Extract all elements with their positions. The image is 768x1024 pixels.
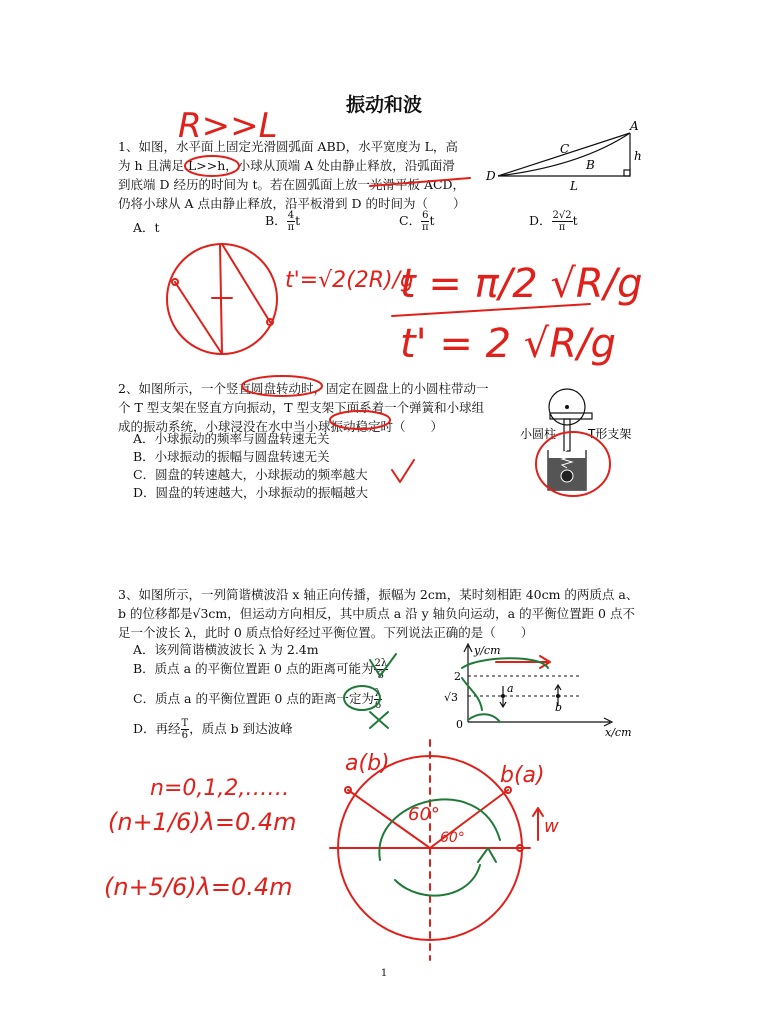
fig-label-small-cylinder: 小圆柱 bbox=[520, 427, 557, 441]
numerator: λ bbox=[374, 688, 382, 699]
label-b: b bbox=[555, 701, 563, 714]
opt-prefix: C．质点 a 的平衡位置距 0 点的距离一定为 bbox=[133, 691, 374, 706]
tick-2: 2 bbox=[454, 670, 461, 683]
numerator: 2√2 bbox=[552, 210, 572, 221]
hand-eq-2: (n+5/6)λ=0.4m bbox=[104, 873, 293, 901]
q3-stem-line: 足一个波长 λ，此时 0 质点恰好经过平衡位置。下列说法正确的是（ ） bbox=[118, 625, 534, 640]
hand-omega: w bbox=[544, 816, 559, 837]
numerator: 6 bbox=[422, 210, 429, 221]
fig-label-a: A bbox=[630, 119, 639, 133]
opt-prefix: D． bbox=[529, 213, 552, 228]
denominator: π bbox=[421, 222, 429, 233]
fig-label-c: C bbox=[560, 142, 570, 156]
fig-label-l: L bbox=[570, 179, 578, 193]
numerator: 2λ bbox=[374, 658, 388, 669]
denominator: 6 bbox=[374, 700, 382, 711]
q2-stem-line: 2、如图所示，一个竖直圆盘转动时，固定在圆盘上的小圆柱带动一 bbox=[118, 381, 489, 396]
hand-t-prime-1: t'=√2(2R)/g bbox=[285, 268, 414, 293]
opt-prefix: D．再经 bbox=[133, 721, 181, 736]
denominator: 3 bbox=[377, 670, 385, 681]
q1-option-a: A．t bbox=[133, 220, 160, 235]
hand-60-deg-2: 60° bbox=[440, 830, 465, 846]
hand-b-a: b(a) bbox=[500, 763, 545, 788]
q1-stem-line: 1、如图，水平面上固定光滑圆弧面 ABD，水平宽度为 L，高 bbox=[118, 139, 458, 154]
opt-prefix: B． bbox=[265, 213, 287, 228]
hand-t-prime-2: t' = 2 √R/g bbox=[400, 321, 616, 367]
opt-suffix: t bbox=[295, 213, 301, 228]
hand-n-values: n=0,1,2,…… bbox=[150, 776, 290, 801]
q2-option-b: B．小球振动的振幅与圆盘转速无关 bbox=[133, 449, 330, 464]
hand-60-deg-1: 60° bbox=[408, 804, 440, 825]
q2-stem-line: 成的振动系统，小球浸没在水中当小球振动稳定时（ ） bbox=[118, 419, 444, 434]
fig-label-d: D bbox=[486, 169, 496, 183]
q2-option-c: C．圆盘的转速越大，小球振动的频率越大 bbox=[133, 467, 368, 482]
q1-stem-line: 仍将小球从 A 点由静止释放，沿平板滑到 D 的时间为（ ） bbox=[118, 196, 466, 211]
page-number: 1 bbox=[380, 968, 388, 979]
axis-y-label: y/cm bbox=[474, 644, 501, 657]
q3-stem-line: b 的位移都是√3cm，但运动方向相反，其中质点 a 沿 y 轴负向运动，a 的平衡位置距 0 点不 bbox=[118, 606, 635, 621]
q2-stem-line: 个 T 型支架在竖直方向振动，T 型支架下面系着一个弹簧和小球组 bbox=[118, 400, 485, 415]
q2-option-d: D．圆盘的转速越大，小球振动的振幅越大 bbox=[133, 485, 369, 500]
opt-prefix: C． bbox=[399, 213, 422, 228]
hand-t: t = π/2 √R/g bbox=[400, 261, 643, 307]
label-a: a bbox=[507, 682, 514, 695]
opt-suffix: t bbox=[572, 213, 578, 228]
fig-label-b: B bbox=[586, 158, 595, 172]
numerator: 4 bbox=[287, 210, 295, 221]
hand-note-r-much-greater-l: R>>L bbox=[178, 106, 278, 146]
q3-stem-line: 3、如图所示，一列简谐横波沿 x 轴正向传播，振幅为 2cm，某时刻相距 40cm 的两质点 a、 bbox=[118, 587, 639, 602]
axis-x-label: x/cm bbox=[605, 726, 632, 739]
fig-label-t-frame: T形支架 bbox=[588, 427, 632, 441]
q1-stem-line: 为 h 且满足 L>>h，小球从顶端 A 处由静止释放，沿弧面滑 bbox=[118, 158, 455, 173]
opt-suffix: ，质点 b 到达波峰 bbox=[189, 721, 293, 736]
page-title: 振动和波 bbox=[345, 94, 422, 116]
opt-prefix: B．质点 a 的平衡位置距 0 点的距离可能为 bbox=[133, 661, 374, 676]
tick-sqrt3: √3 bbox=[444, 691, 459, 704]
hand-a-b: a(b) bbox=[345, 751, 390, 776]
numerator: T bbox=[181, 718, 189, 729]
q2-option-a: A．小球振动的频率与圆盘转速无关 bbox=[133, 431, 330, 446]
q3-option-a: A．该列简谐横波波长 λ 为 2.4m bbox=[133, 642, 319, 657]
opt-suffix: t bbox=[429, 213, 435, 228]
fig-label-h: h bbox=[634, 149, 642, 163]
denominator: π bbox=[287, 222, 295, 233]
denominator: π bbox=[558, 222, 566, 233]
q1-stem-line: 到底端 D 经历的时间为 t。若在圆弧面上放一光滑平板 ACD， bbox=[118, 177, 466, 192]
denominator: 6 bbox=[181, 730, 189, 741]
tick-0: 0 bbox=[456, 718, 463, 731]
hand-eq-1: (n+1/6)λ=0.4m bbox=[108, 808, 297, 836]
